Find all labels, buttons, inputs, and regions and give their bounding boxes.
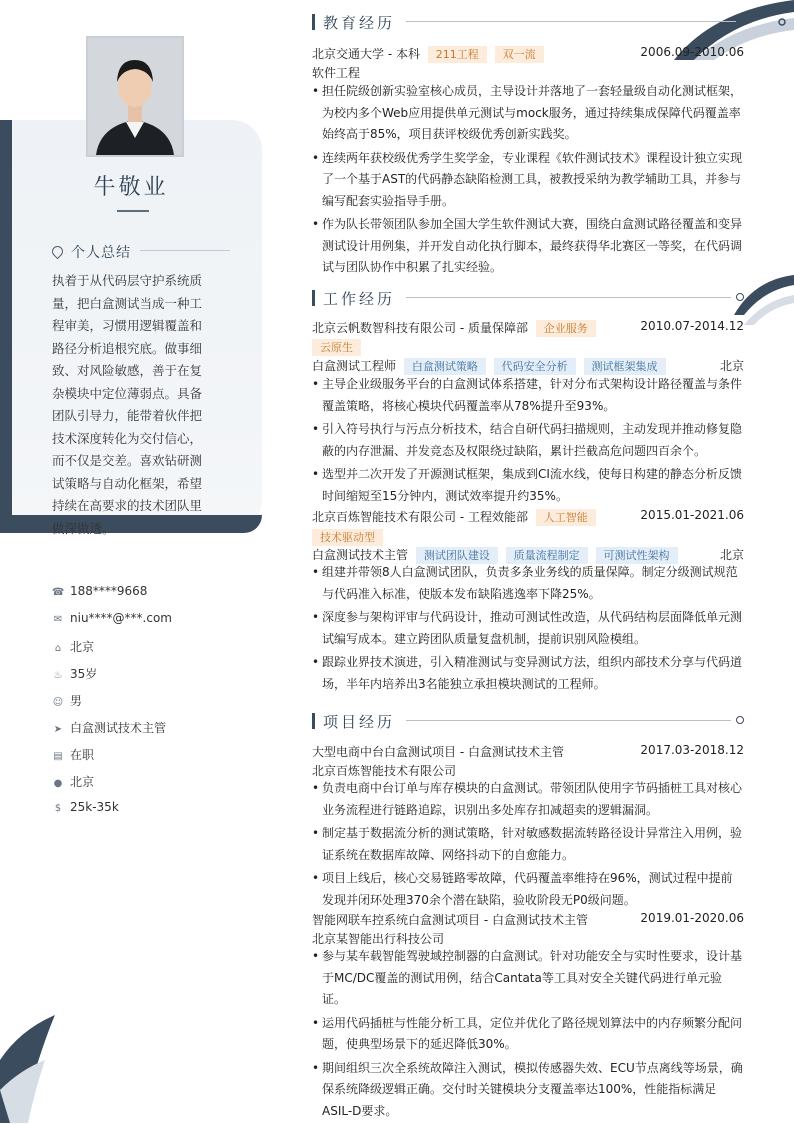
contact-age <box>52 665 97 682</box>
education-major: 软件工程 <box>312 66 361 80</box>
contact-position-text: 白盒测试技术主管 <box>70 721 167 735</box>
contact-salary-text: 25k-35k <box>70 800 119 814</box>
list-item: • 作为队长带领团队参加全国大学生软件测试大赛，围绕白盒测试路径覆盖和变异测试设计用例集，并开发自动化执行脚本，最终获得华北赛区一等奖，在代码调试与团队协作中积累了扎实经验。 <box>312 214 744 279</box>
job-period: 2015.01-2021.06 <box>640 508 744 522</box>
gender-icon: ☺ <box>52 697 64 708</box>
projects-divider <box>406 720 731 721</box>
skill-tag: 质量流程制定 <box>506 547 588 564</box>
project-period: 2017.03-2018.12 <box>640 743 744 757</box>
contact-salary <box>52 800 119 814</box>
home-icon: ⌂ <box>54 643 62 654</box>
job-bullets <box>312 562 744 697</box>
contact-phone <box>52 584 147 598</box>
contact-phone-text: 188****9668 <box>70 584 148 598</box>
contact-gender-text: 男 <box>70 694 83 708</box>
contact-location <box>52 773 94 790</box>
company-tag-row <box>308 529 740 546</box>
education-bullets <box>312 81 744 281</box>
job-role: 白盒测试工程师 <box>312 359 397 373</box>
company-name: 北京百炼智能技术有限公司 - 工程效能部 <box>312 510 528 524</box>
work-heading <box>312 288 395 309</box>
briefcase-icon: ▤ <box>53 751 63 762</box>
project-org: 北京百炼智能技术有限公司 <box>312 764 457 778</box>
projects-title: 项目经历 <box>323 713 396 731</box>
education-header-row <box>312 45 744 63</box>
school-tag: 双一流 <box>495 46 544 63</box>
work-divider <box>406 297 731 298</box>
contact-status-text: 在职 <box>70 748 95 762</box>
list-item: • 深度参与架构评审与代码设计，推动可测试性改造，从代码结构层面降低单元测试编写成本。建立跨团队质量复盘机制，提前识别风险模组。 <box>312 607 744 650</box>
school-name: 北京交通大学 - 本科 <box>312 47 420 61</box>
project-org: 北京某智能出行科技公司 <box>312 932 445 946</box>
work-title: 工作经历 <box>323 290 396 308</box>
list-item: • 运用代码插桩与性能分析工具，定位并优化了路径规划算法中的内存频繁分配问题，使典型场景下的延迟降低30%。 <box>312 1013 744 1056</box>
summary-text: 执着于从代码层守护系统质量，把白盒测试当成一种工程审美，习惯用逻辑覆盖和路径分析追根究底。做事细致、对风险敏感，善于在复杂模块中定位薄弱点。具备团队引导力，能带着伙伴把技术深度转化为交付信心，而不仅是交差。喜欢钻研测试策略与自动化框架，希望持续在高要求的技术团队里做深做透。 <box>52 273 203 536</box>
company-tag: 人工智能 <box>536 509 596 526</box>
avatar <box>86 36 184 157</box>
contact-email <box>52 611 172 625</box>
projects-heading <box>312 711 395 732</box>
pin-icon <box>736 716 744 724</box>
name-underline <box>117 210 149 212</box>
job-header-row <box>312 508 744 526</box>
location-icon: ● <box>53 778 63 789</box>
heading-bar <box>312 713 315 729</box>
list-item: • 跟踪业界技术演进，引入精准测试与变异测试方法，组织内部技术分享与代码道场，半年内培养出3名能独立承担模块测试的工程师。 <box>312 652 744 695</box>
list-item: • 组建并带领8人白盒测试团队，负责多条业务线的质量保障。制定分级测试规范与代码准入标准，使版本发布缺陷逃逸率下降25%。 <box>312 562 744 605</box>
education-divider <box>406 21 736 22</box>
project-header-row <box>312 911 744 928</box>
list-item: • 负责电商中台订单与库存模块的白盒测试。带领团队使用字节码插桩工具对核心业务流程进行链路追踪，识别出多处库存扣减超卖的逻辑漏洞。 <box>312 778 744 821</box>
salary-icon: $ <box>54 803 62 814</box>
education-title: 教育经历 <box>323 14 396 32</box>
contact-home-text: 北京 <box>70 640 95 654</box>
job-bullets <box>312 374 744 509</box>
project-header-row <box>312 743 744 760</box>
company-tag-row <box>308 339 740 356</box>
contact-status <box>52 746 94 763</box>
project-bullets <box>312 946 744 1124</box>
mail-icon: ✉ <box>53 614 63 625</box>
list-item: • 项目上线后，核心交易链路零故障，代码覆盖率维持在96%，测试过程中提前发现并闭环处理370余个潜在缺陷，验收阶段无P0级问题。 <box>312 868 744 911</box>
contact-location-text: 北京 <box>70 775 95 789</box>
job-role: 白盒测试技术主管 <box>312 548 409 562</box>
contact-email-text: niu****@***.com <box>70 611 172 625</box>
list-item: • 连续两年获校级优秀学生奖学金，专业课程《软件测试技术》课程设计独立实现了一个基于AST的代码静态缺陷检测工具，被教授采纳为教学辅助工具，并参与编写配套实验指导手册。 <box>312 148 744 213</box>
summary-divider <box>140 250 230 251</box>
project-name: 大型电商中台白盒测试项目 - 白盒测试技术主管 <box>312 745 564 759</box>
skill-tag: 白盒测试策略 <box>404 358 486 375</box>
job-city: 北京 <box>719 359 744 373</box>
skill-tag: 测试框架集成 <box>584 358 666 375</box>
summary-heading <box>52 242 131 262</box>
summary-title: 个人总结 <box>71 245 131 261</box>
phone-icon: ☎ <box>52 587 65 598</box>
list-item: • 担任院级创新实验室核心成员，主导设计并落地了一套轻量级自动化测试框架，为校内多个Web应用提供单元测试与mock服务，通过持续集成保障代码覆盖率始终高于85%，项目获评校级优秀创新实践奖。 <box>312 81 744 146</box>
cake-icon: ♨ <box>53 670 63 681</box>
job-role-row <box>312 357 744 375</box>
list-item: • 制定基于数据流分析的测试策略，针对敏感数据流转路径设计异常注入用例，验证系统在数据库故障、网络抖动下的自愈能力。 <box>312 823 744 866</box>
person-name: 牛敬业 <box>93 175 169 200</box>
decorative-wave-right <box>734 270 794 350</box>
list-item: • 引入符号执行与污点分析技术，结合自研代码扫描规则，主动发现并推动修复隐蔽的内存泄漏、并发竞态及权限绕过缺陷，累计拦截高危问题四百余个。 <box>312 419 744 462</box>
contact-home <box>52 638 94 655</box>
company-tag: 技术驱动型 <box>312 529 383 546</box>
pin-icon <box>736 293 744 301</box>
job-period: 2010.07-2014.12 <box>640 319 744 333</box>
project-name: 智能网联车控系统白盒测试项目 - 白盒测试技术主管 <box>312 913 588 927</box>
project-period: 2019.01-2020.06 <box>640 911 744 925</box>
company-tag: 云原生 <box>312 339 361 356</box>
contact-age-text: 35岁 <box>70 667 98 681</box>
contact-gender <box>52 692 82 709</box>
list-item: • 选型并二次开发了开源测试框架，集成到CI流水线，使每日构建的静态分析反馈时间缩短至15分钟内，测试效率提升约35%。 <box>312 464 744 507</box>
send-icon: ➤ <box>53 724 63 735</box>
decorative-wave-bottom-left <box>0 1000 70 1123</box>
skill-tag: 代码安全分析 <box>494 358 576 375</box>
pin-icon <box>50 244 66 260</box>
contact-position <box>52 719 166 736</box>
heading-bar <box>312 290 315 306</box>
company-tag: 企业服务 <box>536 320 596 337</box>
list-item: • 参与某车载智能驾驶域控制器的白盒测试。针对功能安全与实时性要求，设计基于MC/DC覆盖的测试用例，结合Cantata等工具对安全关键代码进行单元验证。 <box>312 946 744 1011</box>
education-heading <box>312 12 395 33</box>
education-period: 2006.09-2010.06 <box>640 45 744 59</box>
job-header-row <box>312 319 744 337</box>
skill-tag: 测试团队建设 <box>416 547 498 564</box>
school-tag: 211工程 <box>428 46 487 63</box>
project-bullets <box>312 778 744 913</box>
list-item: • 期间组织三次全系统故障注入测试，模拟传感器失效、ECU节点离线等场景，确保系统降级逻辑正确。交付时关键模块分支覆盖率达100%，性能指标满足ASIL-D要求。 <box>312 1058 744 1123</box>
company-name: 北京云帆数智科技有限公司 - 质量保障部 <box>312 321 528 335</box>
list-item: • 主导企业级服务平台的白盒测试体系搭建，针对分布式架构设计路径覆盖与条件覆盖策略，将核心模块代码覆盖率从78%提升至93%。 <box>312 374 744 417</box>
job-city: 北京 <box>719 548 744 562</box>
heading-bar <box>312 14 315 30</box>
skill-tag: 可测试性架构 <box>596 547 678 564</box>
